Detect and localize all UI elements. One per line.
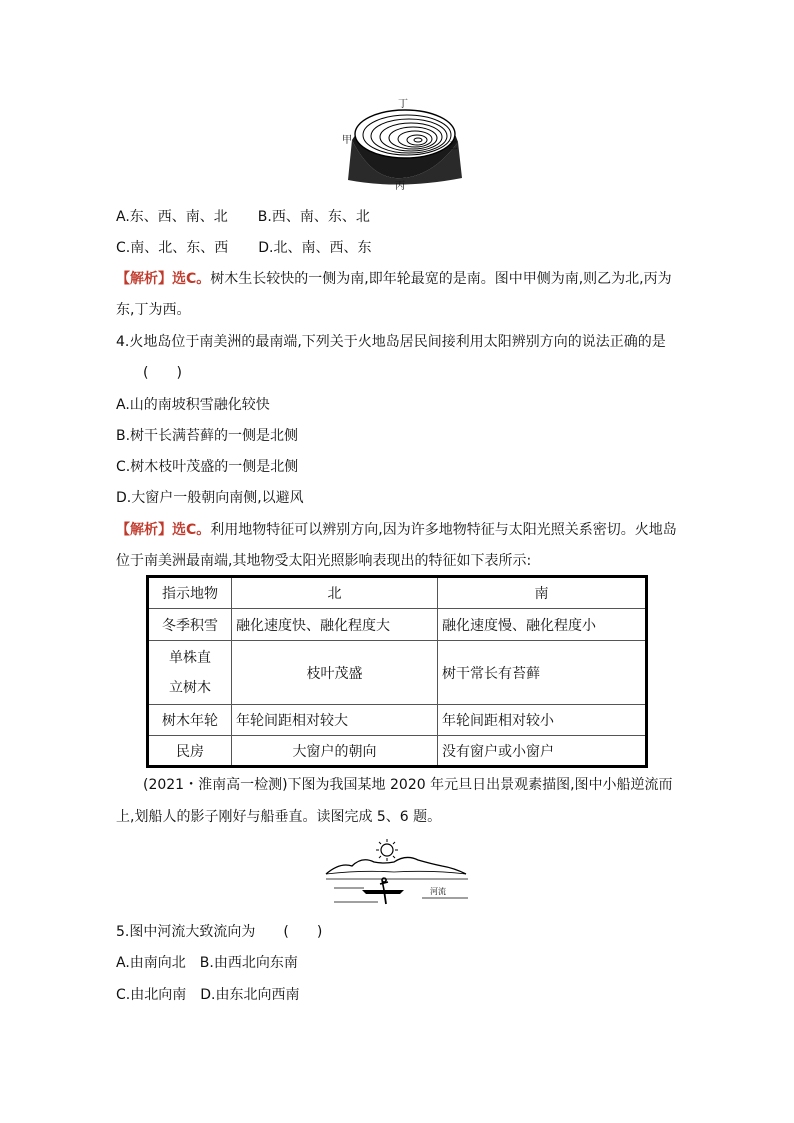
q3-option-d: D.北、南、西、东 xyxy=(258,240,372,256)
q3-option-c: C.南、北、东、西 xyxy=(116,240,229,256)
label-yi: 乙 xyxy=(448,141,458,152)
table-row xyxy=(148,641,647,705)
intro-line1: (2021・淮南高一检测)下图为我国某地 2020 年元旦日出景观素描图,图中小船逆流而 xyxy=(143,777,673,793)
q4-option-b: B.树干长满苔藓的一侧是北侧 xyxy=(116,428,299,444)
q4-option-d: D.大窗户一般朝向南侧,以避风 xyxy=(116,490,304,506)
river-sunrise-sketch xyxy=(322,838,472,910)
q3-options-row2 xyxy=(116,239,371,257)
label-ding: 丁 xyxy=(398,99,408,110)
table-cell: 年轮间距相对较小 xyxy=(438,705,647,736)
q4-option-c: C.树木枝叶茂盛的一侧是北侧 xyxy=(116,459,299,475)
q4-stem-line1: 4.火地岛位于南美洲的最南端,下列关于火地岛居民间接利用太阳辨别方向的说法正确的是 xyxy=(116,334,666,350)
table-cell: 大窗户的朝向 xyxy=(232,736,438,767)
q3-analysis-line2: 东,丁为西。 xyxy=(116,302,191,318)
q3-analysis-text1: 树木生长较快的一侧为南,即年轮最宽的是南。图中甲侧为南,则乙为北,丙为 xyxy=(210,271,672,287)
table-cell-line: 立树木 xyxy=(169,679,211,696)
sun-icon xyxy=(381,844,393,856)
label-bing: 丙 xyxy=(395,181,405,192)
table-cell: 民房 xyxy=(148,736,232,767)
q5-options-row1: A.由南向北 B.由西北向东南 xyxy=(116,955,298,971)
table-row xyxy=(148,736,647,767)
q4-analysis-line2: 位于南美洲最南端,其地物受太阳光照影响表现出的特征如下表所示: xyxy=(116,553,532,569)
sunlight-feature-table xyxy=(146,575,648,768)
q5-stem: 5.图中河流大致流向为 ( ) xyxy=(116,924,323,940)
table-cell: 融化速度慢、融化程度小 xyxy=(438,609,647,641)
table-header-row xyxy=(148,577,647,609)
q5-options-row2: C.由北向南 D.由东北向西南 xyxy=(116,987,300,1003)
q3-analysis-tag: 【解析】选C。 xyxy=(116,271,211,287)
q3-options-row1 xyxy=(116,208,370,226)
table-cell: 树干常长有苔藓 xyxy=(438,641,647,705)
table-header-cell: 北 xyxy=(232,577,438,609)
intro-line2: 上,划船人的影子刚好与船垂直。读图完成 5、6 题。 xyxy=(116,809,442,825)
q4-stem-line2: ( ) xyxy=(143,365,182,381)
label-jia: 甲 xyxy=(342,135,352,146)
q4-analysis-line1 xyxy=(116,521,677,539)
table-header-cell: 南 xyxy=(438,577,647,609)
table-cell: 冬季积雪 xyxy=(148,609,232,641)
table-header-cell: 指示地物 xyxy=(148,577,232,609)
q4-analysis-text1: 利用地物特征可以辨别方向,因为许多地物特征与太阳光照关系密切。火地岛 xyxy=(210,522,677,538)
table-cell: 融化速度快、融化程度大 xyxy=(232,609,438,641)
table-cell: 枝叶茂盛 xyxy=(232,641,438,705)
table-cell xyxy=(148,641,232,705)
q4-analysis-tag: 【解析】选C。 xyxy=(116,522,211,538)
table-row xyxy=(148,609,647,641)
q3-analysis-line1 xyxy=(116,270,672,288)
table-cell-line: 单株直 xyxy=(169,649,211,666)
table-cell: 树木年轮 xyxy=(148,705,232,736)
q3-option-b: B.西、南、东、北 xyxy=(257,209,370,225)
q3-option-a: A.东、西、南、北 xyxy=(116,209,228,225)
q4-option-a: A.山的南坡积雪融化较快 xyxy=(116,397,270,413)
table-cell: 没有窗户或小窗户 xyxy=(438,736,647,767)
table-cell: 年轮间距相对较大 xyxy=(232,705,438,736)
table-row xyxy=(148,705,647,736)
river-label: 河流 xyxy=(430,887,446,896)
